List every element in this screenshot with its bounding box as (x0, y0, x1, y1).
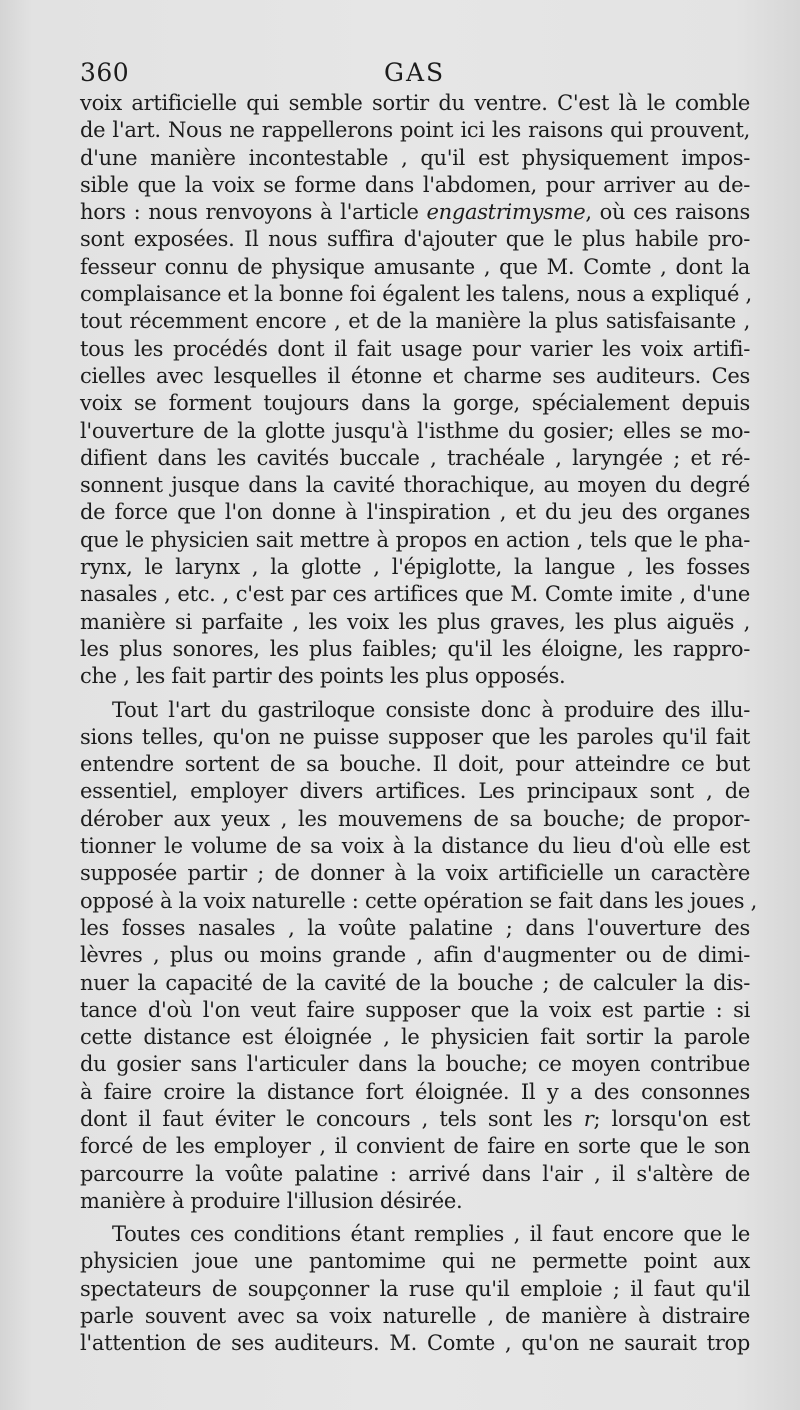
text-line: nuer la capacité de la cavité de la bouche ; de calculer la dis- (80, 970, 750, 995)
text-line: dérober aux yeux , les mouvemens de sa bouche; de propor- (80, 806, 750, 831)
text-line: sonnent jusque dans la cavité thorachique, au moyen du degré (80, 473, 750, 498)
text-line: tous les procédés dont il fait usage pour varier les voix artifi- (80, 336, 750, 361)
text-line: forcé de les employer , il convient de faire en sorte que le son (80, 1134, 750, 1159)
text-line: manière à produire l'illusion désirée. (80, 1188, 463, 1213)
text-line: tance d'où l'on veut faire supposer que la voix est partie : si (80, 997, 750, 1022)
text-segment: dont il faut éviter le concours , tels sont les (80, 1106, 584, 1131)
text-line (80, 199, 750, 226)
text-line: d'une manière incontestable , qu'il est physiquement impos- (80, 145, 750, 170)
text-line: Toutes ces conditions étant remplies , il faut encore que le (112, 1222, 750, 1247)
text-line: sont exposées. Il nous suffira d'ajouter que le plus habile pro- (80, 227, 750, 252)
text-line: cette distance est éloignée , le physicien fait sortir la parole (80, 1025, 750, 1050)
running-head: GAS (384, 58, 446, 87)
text-line: sible que la voix se forme dans l'abdomen, pour arriver au de- (80, 172, 750, 197)
text-line: de l'art. Nous ne rappellerons point ici les raisons qui prouvent, (80, 118, 750, 143)
text-line: parcourre la voûte palatine : arrivé dans l'air , il s'altère de (80, 1161, 750, 1186)
text-line: che , les fait partir des points les plus opposés. (80, 664, 566, 689)
text-line: entendre sortent de sa bouche. Il doit, pour atteindre ce but (80, 752, 750, 777)
text-line: les fosses nasales , la voûte palatine ; dans l'ouverture des (80, 915, 750, 940)
text-line (80, 1106, 750, 1133)
text-line: tout récemment encore , et de la manière la plus satisfaisante , (80, 309, 750, 334)
text-line: opposé à la voix naturelle : cette opération se fait dans les joues , (80, 888, 757, 913)
text-line: physicien joue une pantomime qui ne permette point aux (80, 1249, 750, 1274)
page-number: 360 (80, 58, 130, 87)
body-text (80, 90, 757, 1358)
text-line: à faire croire la distance fort éloignée. Il y a des consonnes (80, 1079, 750, 1104)
text-line: cielles avec lesquelles il étonne et charme ses auditeurs. Ces (80, 363, 750, 388)
paragraph (80, 90, 750, 691)
text-line: lèvres , plus ou moins grande , afin d'augmenter ou de dimi- (80, 943, 750, 968)
italic-term: engastrimysme (426, 200, 586, 225)
text-line: tionner le volume de sa voix à la distance du lieu d'où elle est (80, 834, 750, 859)
italic-term: r (583, 1106, 594, 1131)
text-line: complaisance et la bonne foi égalent les talens, nous a expliqué , (80, 282, 752, 307)
text-line: du gosier sans l'articuler dans la bouche; ce moyen contribue (80, 1052, 750, 1077)
paragraph (80, 1221, 750, 1357)
text-segment: , où ces raisons (585, 200, 750, 225)
text-line: nasales , etc. , c'est par ces artifices que M. Comte imite , d'une (80, 582, 750, 607)
text-line: sions telles, qu'on ne puisse supposer que les paroles qu'il fait (80, 724, 750, 749)
text-line: essentiel, employer divers artifices. Les principaux sont , de (80, 779, 750, 804)
text-segment: ; lorsqu'on est (593, 1106, 750, 1131)
text-line: Tout l'art du gastriloque consiste donc à produire des illu- (112, 697, 750, 722)
text-line: fesseur connu de physique amusante , que M. Comte , dont la (80, 254, 750, 279)
text-line: voix artificielle qui semble sortir du ventre. C'est là le comble (80, 91, 750, 115)
text-line: manière si parfaite , les voix les plus graves, les plus aiguës , (80, 609, 750, 634)
text-line: les plus sonores, les plus faibles; qu'il les éloigne, les rappro- (80, 636, 750, 661)
text-line: voix se forment toujours dans la gorge, spécialement depuis (80, 391, 750, 416)
text-line: rynx, le larynx , la glotte , l'épiglotte, la langue , les fosses (80, 555, 750, 580)
paragraph (80, 697, 757, 1216)
text-line: parle souvent avec sa voix naturelle , de manière à distraire (80, 1304, 750, 1329)
text-segment: hors : nous renvoyons à l'article (80, 200, 427, 225)
text-line: de force que l'on donne à l'inspiration , et du jeu des organes (80, 500, 750, 525)
text-line: supposée partir ; de donner à la voix artificielle un caractère (80, 861, 750, 886)
text-line: que le physicien sait mettre à propos en action , tels que le pha- (80, 527, 750, 552)
text-line: l'attention de ses auditeurs. M. Comte , qu'on ne saurait trop (80, 1331, 750, 1356)
text-line: spectateurs de soupçonner la ruse qu'il emploie ; il faut qu'il (80, 1276, 750, 1301)
text-line: l'ouverture de la glotte jusqu'à l'isthme du gosier; elles se mo- (80, 418, 750, 443)
text-line: difient dans les cavités buccale , trachéale , laryngée ; et ré- (80, 445, 750, 470)
